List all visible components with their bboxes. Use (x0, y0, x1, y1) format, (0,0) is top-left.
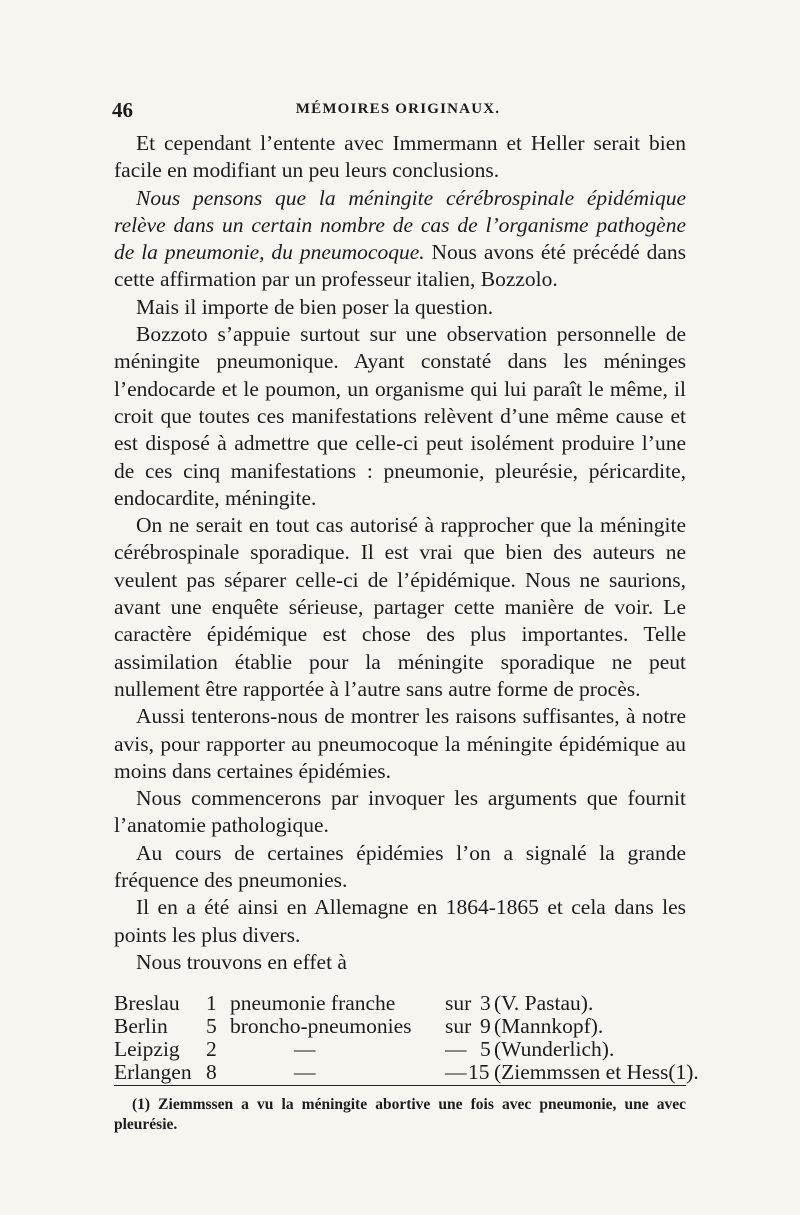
sur: sur (445, 991, 472, 1015)
paragraph (114, 185, 686, 294)
paragraph: Et cependant l’entente avec Immermann et Heller serait bien facile en modifiant un peu leurs conclusions. (114, 131, 686, 183)
city: Erlangen (114, 1060, 192, 1084)
total-count: 3 (480, 991, 491, 1015)
footnote-text: (1) Ziemmssen a vu la méningite abortive une fois avec pneumonie, une avec pleurésie. (114, 1096, 686, 1133)
diagnosis: pneumonie franche (230, 991, 396, 1015)
table-row (114, 1015, 694, 1038)
paragraph: Au cours de certaines épidémies l’on a signalé la grande fréquence des pneumonies. (114, 840, 686, 893)
paragraph: Bozzoto s’appuie surtout sur une observation personnelle de méningite pneumonique. Ayant constaté dans les méninges l’endocarde et le poumon, un organisme qui lui paraît le même, il croit que toutes ces manifestations relèvent d’une même cause et est disposé à admettre que celle-ci peut isolément produire l’une de ces cinq manifestations : pneumonie, pleurésie, péricardite, endocardite, méningite. (114, 322, 686, 510)
statistics-table (114, 991, 699, 1084)
total-count: 9 (480, 1014, 491, 1038)
footnote (114, 1095, 686, 1134)
source: (Wunderlich). (494, 1037, 615, 1061)
total-count: 5 (480, 1037, 491, 1061)
page-number: 46 (112, 98, 133, 122)
diagnosis-ditto: — (294, 1060, 316, 1084)
city: Breslau (114, 991, 180, 1015)
body-text (114, 130, 686, 976)
sur: sur (445, 1014, 472, 1038)
paragraph: On ne serait en tout cas autorisé à rapprocher que la méningite cérébrospinale sporadique. Il est vrai que bien des auteurs ne veulent pas séparer celle-ci de l’épidémique. Nous ne saurions, avant une enquête sérieuse, partager cette manière de voir. Le caractère épidémique est chose des plus importantes. Telle assimilation établie pour la méningite sporadique ne peut nullement être rapportée à l’autre sans autre forme de procès. (114, 513, 686, 701)
paragraph: Il en a été ainsi en Allemagne en 1864-1865 et cela dans les points les plus divers. (114, 895, 686, 947)
paragraph-rest: Nous avons été précédé dans cette affirmation par un professeur italien, Bozzolo. (114, 240, 686, 292)
case-count: 1 (206, 991, 217, 1015)
italic-thesis: Nous pensons que la méningite cérébrospinale épidémique relève dans un certain nombre de cas de l’organisme pathogène de la pneumonie, du pneumocoque. (114, 185, 686, 265)
sur-ditto: — (445, 1037, 467, 1061)
paragraph: Nous commencerons par invoquer les arguments que fournit l’anatomie pathologique. (114, 786, 686, 838)
total-count: 15 (468, 1060, 490, 1084)
paragraph: Nous trouvons en effet à (136, 949, 347, 974)
diagnosis-ditto: — (294, 1037, 316, 1061)
table-row (114, 992, 694, 1015)
sur-ditto: — (445, 1060, 467, 1084)
table-row (114, 1060, 699, 1084)
source: (Mannkopf). (494, 1014, 604, 1038)
case-count: 5 (206, 1014, 217, 1038)
city: Leipzig (114, 1037, 180, 1061)
source: (Ziemmssen et Hess(1). (494, 1060, 699, 1084)
case-count: 8 (206, 1060, 217, 1084)
footnote-rule (114, 1085, 686, 1086)
city: Berlin (114, 1014, 168, 1038)
paragraph: Mais il importe de bien poser la question. (136, 294, 494, 319)
source: (V. Pastau). (494, 991, 594, 1015)
running-title: MÉMOIRES ORIGINAUX. (295, 101, 501, 117)
table-row (114, 1038, 694, 1061)
case-count: 2 (206, 1037, 217, 1061)
diagnosis: broncho-pneumonies (230, 1014, 412, 1038)
page-header (112, 98, 684, 132)
paragraph: Aussi tenterons-nous de montrer les raisons suffisantes, à notre avis, pour rapporter au pneumocoque la méningite épidémique au moins dans certaines épidémies. (114, 704, 686, 783)
